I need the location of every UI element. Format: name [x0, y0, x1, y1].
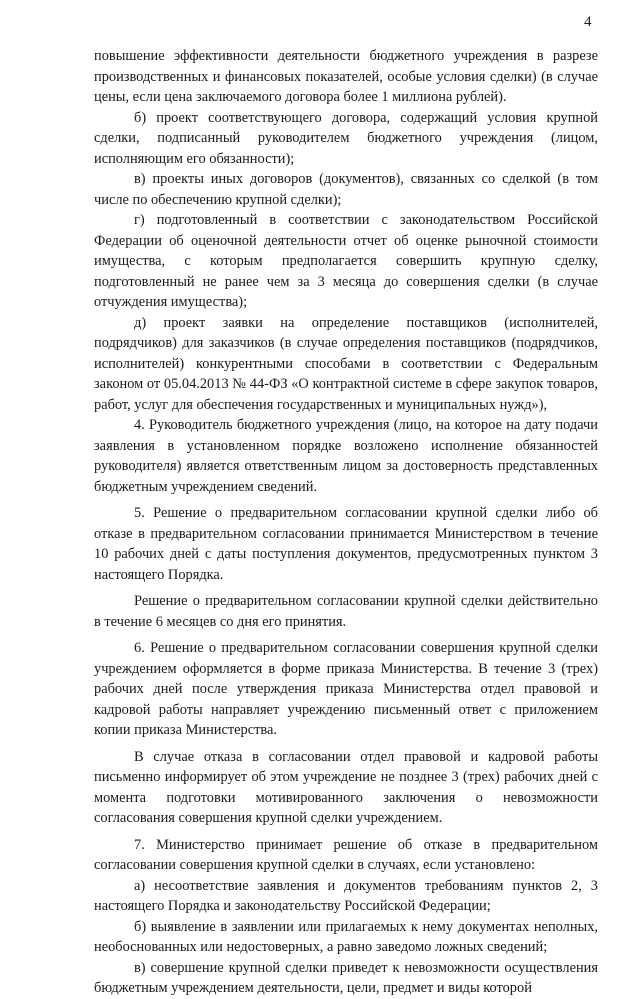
document-body — [94, 46, 598, 999]
paragraph-reason-v: в) совершение крупной сделки приведет к невозможности осуществления бюджетным учреждением деятельности, цели, предмет и виды которой — [94, 959, 598, 996]
paragraph-item-d: д) проект заявки на определение поставщиков (исполнителей, подрядчиков) для заказчиков (в случае определения поставщиков (подрядчиков, исполнителей) конкурентными способами в соответствии с Федеральным законом от 05.04.2013 № 44-ФЗ «О контрактной системе в сфере закупок товаров, работ, услуг для обеспечения государственных и муниципальных нужд»), — [94, 314, 598, 413]
paragraph-reason-a: а) несоответствие заявления и документов требованиям пунктов 2, 3 настоящего Порядка и законодательству Российской Федерации; — [94, 877, 598, 914]
paragraph-reason-b: б) выявление в заявлении или прилагаемых к нему документах неполных, необоснованных или недостоверных, а равно заведомо ложных сведений; — [94, 918, 598, 955]
page-number: 4 — [584, 14, 592, 30]
paragraph-refusal-notice: В случае отказа в согласовании отдел правовой и кадровой работы письменно информирует об этом учреждение не позднее 3 (трех) рабочих дней с момента подготовки мотивированного заключения о невозможности согласования совершения крупной сделки учреждением. — [94, 748, 598, 826]
paragraph-item-v: в) проекты иных договоров (документов), связанных со сделкой (в том числе по обеспечению крупной сделки); — [94, 171, 598, 208]
paragraph-clause-4: 4. Руководитель бюджетного учреждения (лицо, на которое на дату подачи заявления в установленном порядке возложено исполнение обязанностей руководителя) является ответственным лицом за достоверность представленных бюджетным учреждением сведений. — [94, 417, 598, 495]
paragraph-validity: Решение о предварительном согласовании крупной сделки действительно в течение 6 месяцев со дня его принятия. — [94, 593, 598, 630]
paragraph-clause-5: 5. Решение о предварительном согласовании крупной сделки либо об отказе в предварительном согласовании принимается Министерством в течение 10 рабочих дней с даты поступления документов, предусмотренных пунктом 3 настоящего Порядка. — [94, 505, 598, 583]
paragraph-item-b: б) проект соответствующего договора, содержащий условия крупной сделки, подписанный руководителем бюджетного учреждения (лицом, исполняющим его обязанности); — [94, 109, 598, 167]
paragraph-continuation: повышение эффективности деятельности бюджетного учреждения в разрезе производственных и финансовых показателей, особые условия сделки) (в случае цены, если цена заключаемого договора более 1 миллиона рублей). — [94, 48, 598, 105]
paragraph-clause-7: 7. Министерство принимает решение об отказе в предварительном согласовании совершения крупной сделки в случаях, если установлено: — [94, 836, 598, 873]
paragraph-clause-6: 6. Решение о предварительном согласовании совершения крупной сделки учреждением оформляется в форме приказа Министерства. В течение 3 (трех) рабочих дней после утверждения приказа Министерства отдел правовой и кадровой работы направляет учреждению письменный ответ с приложением копии приказа Министерства. — [94, 640, 598, 738]
paragraph-item-g: г) подготовленный в соответствии с законодательством Российской Федерации об оценочной деятельности отчет об оценке рыночной стоимости имущества, с которым предполагается совершить крупную сделку, подготовленный не ранее чем за 3 месяца до совершения сделки (в случае отчуждения имущества); — [94, 212, 598, 310]
